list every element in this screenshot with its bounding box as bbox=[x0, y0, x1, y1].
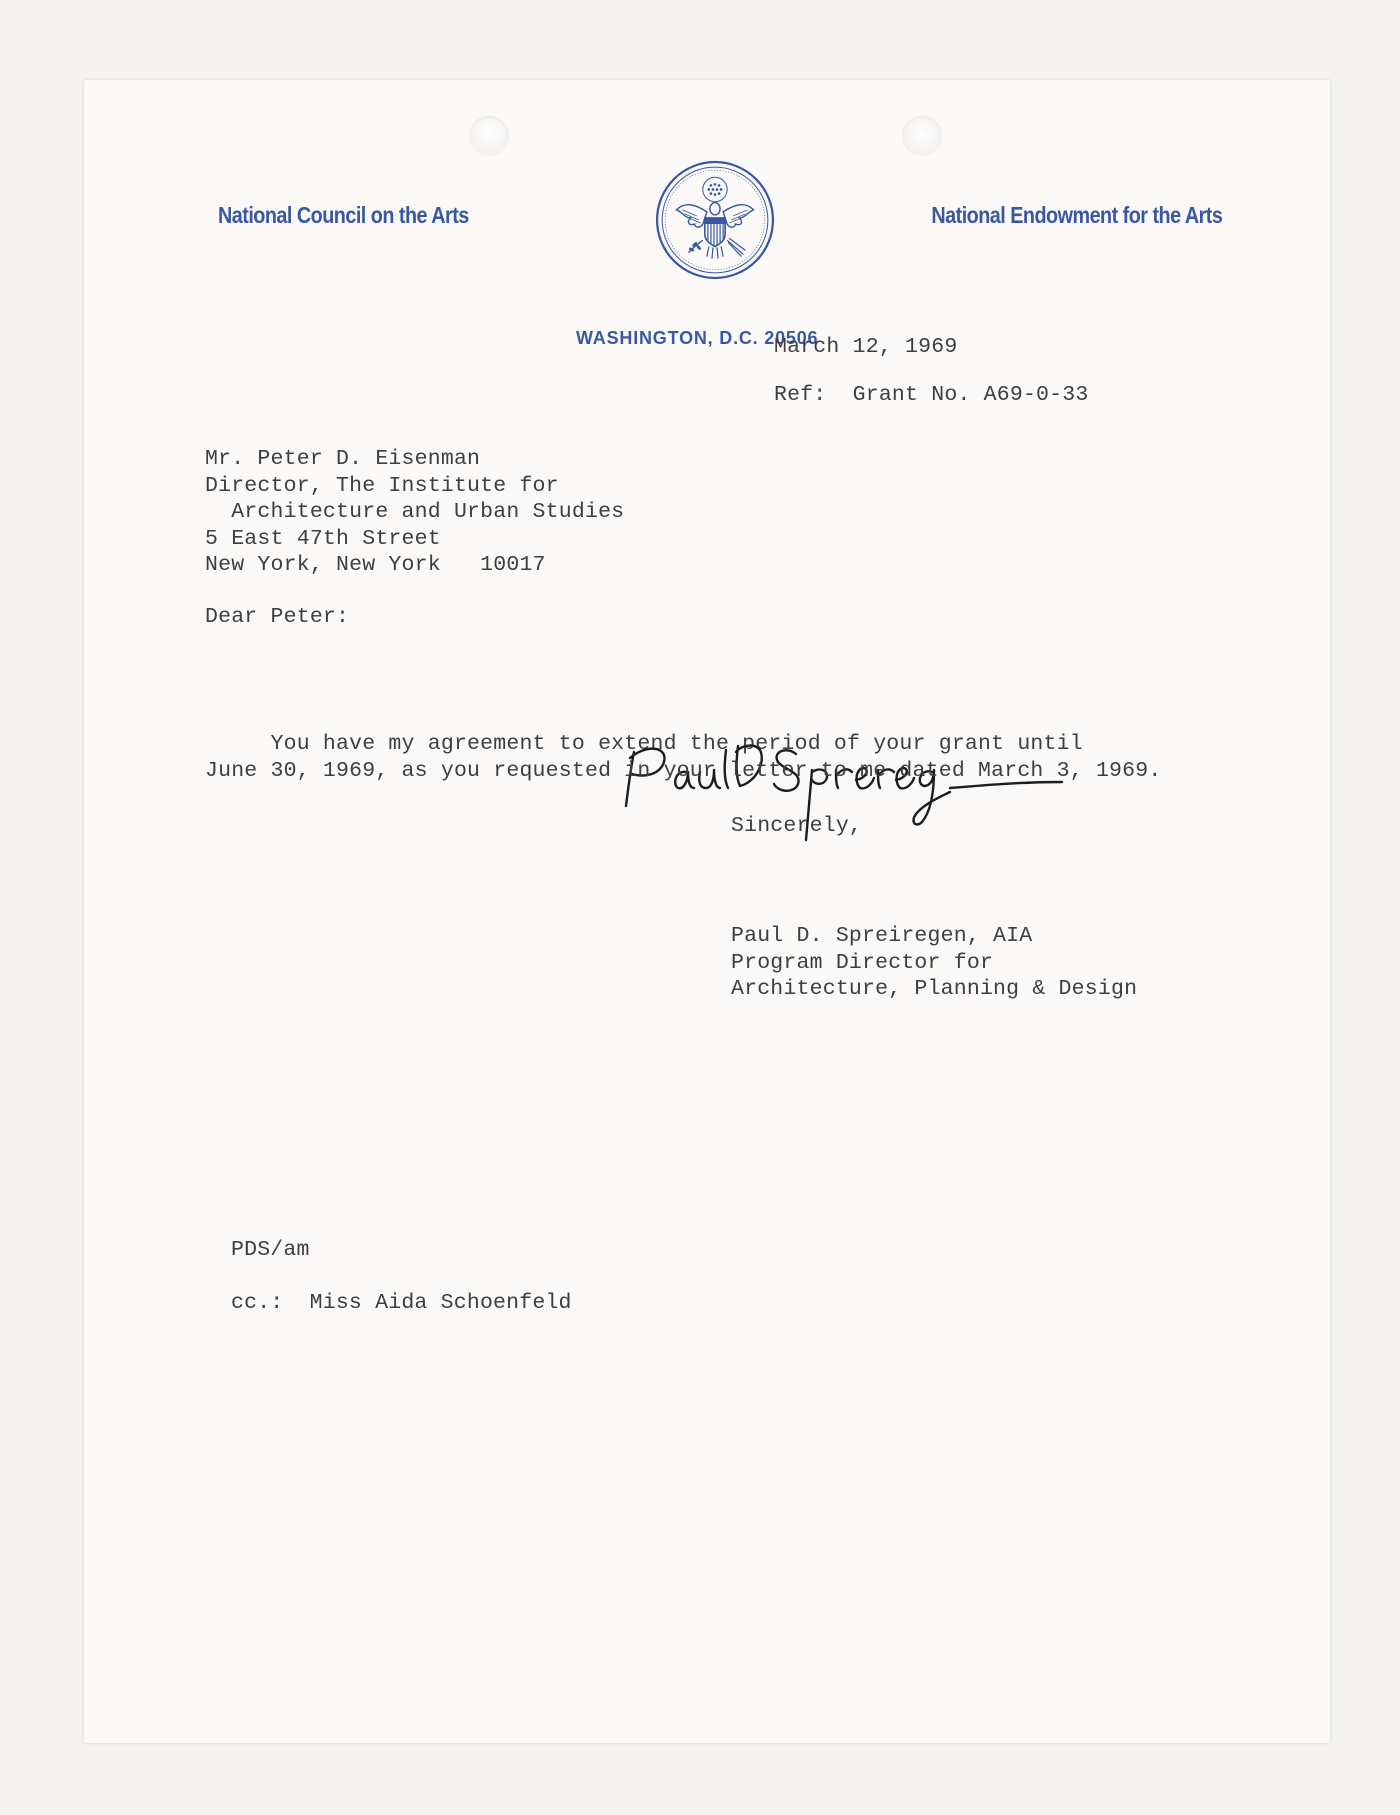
letterhead-right-org: National Endowment for the Arts bbox=[931, 202, 1222, 228]
signer-name: Paul D. Spreiregen, AIA bbox=[731, 924, 1033, 948]
punch-hole-right bbox=[902, 116, 942, 156]
letter-page bbox=[84, 80, 1330, 1743]
body-line: June 30, 1969, as you requested in your letter to me dated March 3, 1969. bbox=[205, 759, 1162, 783]
letterhead-left-org: National Council on the Arts bbox=[218, 202, 469, 228]
salutation: Dear Peter: bbox=[205, 605, 350, 629]
address-line: 5 East 47th Street bbox=[205, 526, 441, 551]
great-seal-icon bbox=[654, 159, 776, 281]
address-line: New York, New York 10017 bbox=[205, 553, 546, 577]
signer-line: Program Director for bbox=[731, 950, 994, 975]
address-line: Mr. Peter D. Eisenman bbox=[205, 447, 481, 471]
handwritten-signature bbox=[616, 722, 1086, 862]
signer-line: Architecture, Planning & Design bbox=[731, 977, 1138, 1001]
carbon-copy: cc.: Miss Aida Schoenfeld bbox=[231, 1291, 572, 1315]
letter-date: March 12, 1969 bbox=[774, 335, 958, 359]
address-line: Director, The Institute for bbox=[205, 473, 559, 498]
typist-initials: PDS/am bbox=[231, 1238, 310, 1262]
grant-reference: Ref: Grant No. A69-0-33 bbox=[774, 383, 1089, 407]
body-line: You have my agreement to extend the period of your grant until bbox=[205, 732, 1083, 756]
letterhead-city: WASHINGTON, D.C. 20506 bbox=[576, 328, 819, 348]
punch-hole-left bbox=[469, 116, 509, 156]
closing: Sincerely, bbox=[731, 814, 863, 838]
address-line: Architecture and Urban Studies bbox=[205, 500, 625, 524]
